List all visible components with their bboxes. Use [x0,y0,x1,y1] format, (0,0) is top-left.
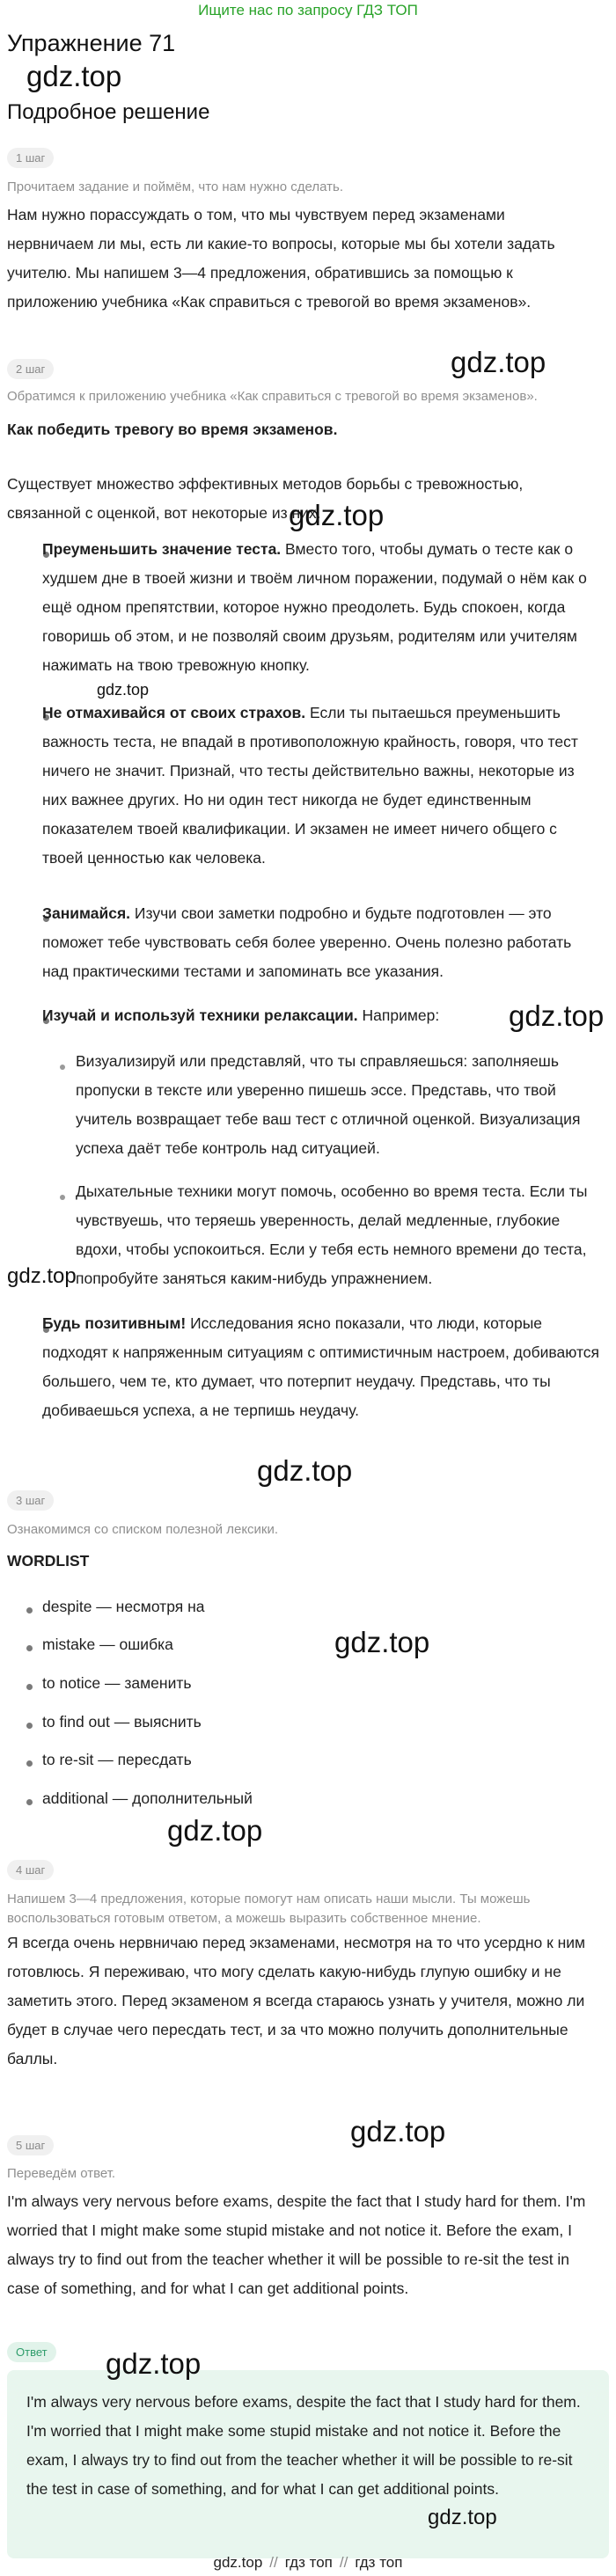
wordlist-heading: WORDLIST [7,1552,90,1570]
wordlist-item: to notice — заменить [42,1674,192,1692]
step-note: Обратимся к приложению учебника «Как справиться с тревогой во время экзаменов». [7,389,538,404]
watermark: gdz.top [167,1814,263,1847]
step-text: I'm always very nervous before exams, despite the fact that I study hard for them. I'm worried that I might make some stupid mistake and not notice it. Before the exam, I always try to find out from the teacher whether it will be possible to re-sit the test in case of something, and for what I can get additional points. [7,2192,586,2297]
footer [0,2554,616,2572]
step-badge: 5 шаг [7,2135,54,2155]
watermark: gdz.top [334,1626,430,1658]
list-item [42,535,600,680]
list-item-bold: Занимайся. [42,904,131,922]
solution-subtitle: Подробное решение [7,100,210,124]
bullet-icon [26,1607,33,1614]
sublist-item: Дыхательные техники могут помочь, особенно во время теста. Если ты чувствуешь, что теряешь уверенность, делай медленные, глубокие вдохи, чтобы успокоиться. Если у тебя есть немного времени до теста, попробуйте заняться каким-нибудь упражнением. [76,1182,588,1287]
list-item [42,699,600,873]
footer-separator: // [269,2554,278,2571]
section-intro: Существует множество эффективных методов борьбы с тревожностью, связанной с оценкой, вот некоторые из них. [7,475,524,522]
wordlist-item: to re-sit — пересдать [42,1751,192,1768]
top-banner[interactable]: Ищите нас по запросу ГДЗ ТОП [198,2,418,18]
step-text: Я всегда очень нервничаю перед экзаменами, несмотря на то что усердно к ним готовлюсь. Я переживаю, что могу сделать какую-нибудь глупую ошибку и не заметить этого. Перед экзаменом я всегда стараюсь узнать у учителя, можно ли будет в случае чего пересдать тест, и за что можно получить дополнительные баллы. [7,1934,586,2067]
watermark: gdz.top [451,346,546,378]
answer-badge: Ответ [7,2342,56,2362]
list-item-text: Вместо того, чтобы думать о тесте как о худшем дне в твоей жизни и твоём личном поражении, подумай о нём как о ещё одном препятствии, которое нужно преодолеть. Будь спокоен, когда говоришь об этом, и не позволяй своим друзьям, родителям или учителям нажимать на твою тревожную кнопку. [42,540,587,674]
step-badge: 1 шаг [7,148,54,168]
answer-text: I'm always very nervous before exams, despite the fact that I study hard for them. I'm worried that I might make some stupid mistake and not notice it. Before the exam, I always try to find out from the teacher whether it will be possible to re-sit the test in case of something, and for what I can get additional points. [26,2393,581,2498]
watermark: gdz.top [350,2115,446,2148]
watermark: gdz.top [26,60,122,92]
step-note: Ознакомимся со списком полезной лексики. [7,1522,279,1537]
bullet-icon [60,1065,65,1070]
footer-link[interactable]: gdz.top [213,2554,263,2571]
list-item-text: Например: [357,1006,440,1024]
bullet-icon [26,1760,33,1767]
list-item-text: Исследования ясно показали, что люди, которые подходят к напряженным ситуациям с оптимистичным настроем, добиваются большего, чем те, кто думает, что потерпит неудачу. Представь, что ты добиваешься успеха, а не терпишь неудачу. [42,1314,600,1419]
list-item [42,1001,500,1030]
bullet-icon [26,1799,33,1805]
page-title: Упражнение 71 [7,30,176,56]
watermark: gdz.top [7,1264,77,1288]
step-badge: 2 шаг [7,359,54,379]
wordlist-item: to find out — выяснить [42,1713,202,1731]
list-item-bold: Будь позитивным! [42,1314,187,1332]
bullet-icon [26,1684,33,1690]
wordlist-item: despite — несмотря на [42,1598,205,1615]
watermark: gdz.top [97,681,150,699]
step-badge: 3 шаг [7,1490,54,1511]
footer-separator: // [339,2554,348,2571]
section-heading: Как победить тревогу во время экзаменов. [7,421,338,438]
wordlist-item: mistake — ошибка [42,1636,173,1653]
list-item [42,899,600,986]
bullet-icon [26,1645,33,1651]
step-note: Прочитаем задание и поймём, что нам нужно сделать. [7,179,344,194]
list-item-text: Если ты пытаешься преуменьшить важность теста, не впадай в противоположную крайность, говоря, что тест ничего не значит. Признай, что тесты действительно важны, некоторые из них важнее других. Но ни один тест никогда не будет единственным показателем твоей квалификации. И экзамен не имеет ничего общего с твоей ценностью как человека. [42,704,578,867]
list-item-text: Изучи свои заметки подробно и будьте подготовлен — это поможет тебе чувствовать себя более уверенно. Очень полезно работать над практическими тестами и запоминать все указания. [42,904,572,980]
list-item [42,1309,600,1425]
footer-link[interactable]: гдз топ [355,2554,403,2571]
list-item-bold: Преуменьшить значение теста. [42,540,282,558]
bullet-icon [26,1723,33,1729]
watermark: gdz.top [106,2347,202,2380]
watermark: gdz.top [289,499,385,531]
sublist-item: Визуализируй или представляй, что ты справляешься: заполняешь пропуски в тексте или уверенно пишешь эссе. Представь, что твой учитель возвращает тебе ваш тест с отличной оценкой. Визуализация успеха даёт тебе контроль над ситуацией. [76,1052,581,1157]
list-item-bold: Изучай и используй техники релаксации. [42,1006,358,1024]
list-item-bold: Не отмахивайся от своих страхов. [42,704,306,721]
bullet-icon [60,1195,65,1200]
step-text: Нам нужно порассуждать о том, что мы чувствуем перед экзаменами нервничаем ли мы, есть ли какие-то вопросы, которые мы бы хотели задать учителю. Мы напишем 3—4 предложения, обратившись за помощью к приложению учебника «Как справиться с тревогой во время экзаменов». [7,206,555,311]
step-badge: 4 шаг [7,1860,54,1880]
wordlist-item: additional — дополнительный [42,1789,253,1807]
watermark: gdz.top [428,2506,497,2529]
watermark: gdz.top [257,1454,353,1487]
watermark: gdz.top [509,999,605,1032]
step-note: Переведём ответ. [7,2166,116,2181]
step-note: Напишем 3—4 предложения, которые помогут нам описать наши мысли. Ты можешь воспользоваться готовым ответом, а можешь выразить собственное мнение. [7,1892,531,1926]
footer-link[interactable]: гдз топ [284,2554,333,2571]
